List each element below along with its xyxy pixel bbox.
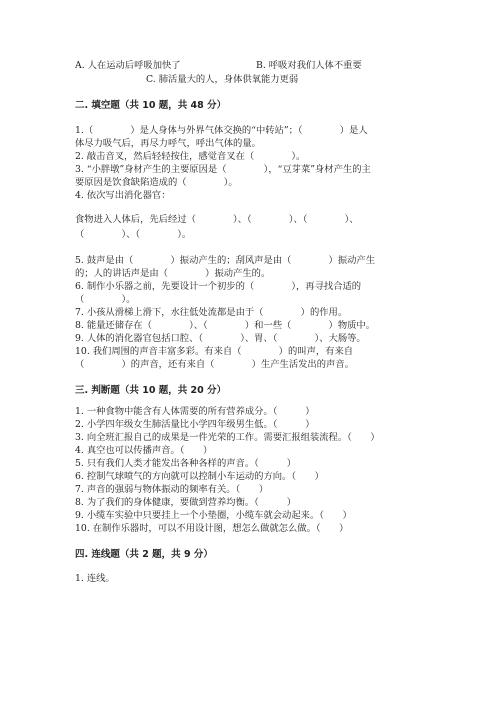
true-false-item: 10. 在制作乐器时，可以不用设计图，想怎么做就怎么做。（ ） (75, 523, 349, 534)
fill-blank-line: 10. 我们周围的声音丰富多彩。有来自（ ）的叫声，有来自 (75, 346, 354, 357)
fill-blank-line: 体尽力吸气后，再尽力呼气，呼出气体的量。 (75, 138, 261, 149)
true-false-item: 3. 向全班汇报自己的成果是一件光荣的工作。需要汇报组装流程。（ ） (75, 432, 380, 443)
true-false-item: 1. 一种食物中能含有人体需要的所有营养成分。（ ） (75, 406, 315, 417)
option-c: C. 肺活量大的人，身体供氧能力更弱 (146, 74, 299, 85)
section-heading-matching: 四. 连线题（共 2 题，共 9 分） (75, 549, 213, 560)
fill-blank-line: 1.（ ）是人身体与外界气体交换的“中转站”；（ ）是人 (75, 125, 368, 136)
fill-blank-line: 的；人的讲话声是由（ ）振动产生的。 (75, 268, 271, 279)
option-b: B. 呼吸对我们人体不重要 (256, 60, 362, 71)
section-heading-true-false: 三. 判断题（共 10 题，共 20 分） (75, 385, 227, 396)
fill-blank-line: 4. 依次写出消化器官： (75, 190, 171, 201)
fill-blank-line: 5. 鼓声是由（ ）振动产生的；刮风声是由（ ）振动产生 (75, 255, 376, 266)
fill-blank-line: 3. “小胖墩”身材产生的主要原因是（ ），“豆芽菜”身材产生的主 (75, 164, 371, 175)
fill-blank-line: 9. 人体的消化器官包括口腔、（ ）、胃、（ ）、大肠等。 (75, 333, 366, 344)
fill-blank-line: 6. 制作小乐器之前，先要设计一个初步的（ ），再寻找合适的 (75, 281, 362, 292)
true-false-item: 6. 控制气球喷气的方向就可以控制小车运动的方向。（ ） (75, 471, 324, 482)
matching-item: 1. 连线。 (75, 573, 115, 584)
fill-blank-line: 要原因是饮食缺陷造成的（ ）。 (75, 177, 238, 188)
true-false-item: 7. 声音的强弱与物体振动的频率有关。（ ） (75, 484, 269, 495)
fill-blank-line: 7. 小孩从滑梯上滑下，水往低处流都是由于（ ）的作用。 (75, 307, 348, 318)
fill-blank-line: （ ）的声音，还有来自（ ）生产生活发出的声音。 (75, 359, 354, 370)
true-false-item: 5. 只有我们人类才能发出各种各样的声音。（ ） (75, 458, 297, 469)
option-a: A. 人在运动后呼吸加快了 (75, 60, 181, 71)
fill-blank-line: 食物进入人体后，先后经过（ ）、（ ）、（ ）、 (75, 214, 359, 225)
true-false-item: 9. 小缆车实验中只要挂上一个小垫圈，小缆车就会动起来。（ ） (75, 510, 352, 521)
true-false-item: 8. 为了我们的身体健康，要做到营养均衡。（ ） (75, 497, 297, 508)
true-false-item: 2. 小学四年级女生肺活量比小学四年级男生低。（ ） (75, 419, 315, 430)
fill-blank-line: （ ）、（ ）。 (75, 229, 192, 240)
fill-blank-line: （ ）。 (75, 294, 136, 305)
true-false-item: 4. 真空也可以传播声音。（ ） (75, 445, 213, 456)
fill-blank-line: 2. 敲击音叉，然后轻轻按住，感觉音叉在（ ）。 (75, 151, 306, 162)
section-heading-fill-blank: 二. 填空题（共 10 题，共 48 分） (75, 100, 227, 111)
fill-blank-line: 8. 能量还储存在（ ）、（ ）和一些（ ）物质中。 (75, 320, 376, 331)
